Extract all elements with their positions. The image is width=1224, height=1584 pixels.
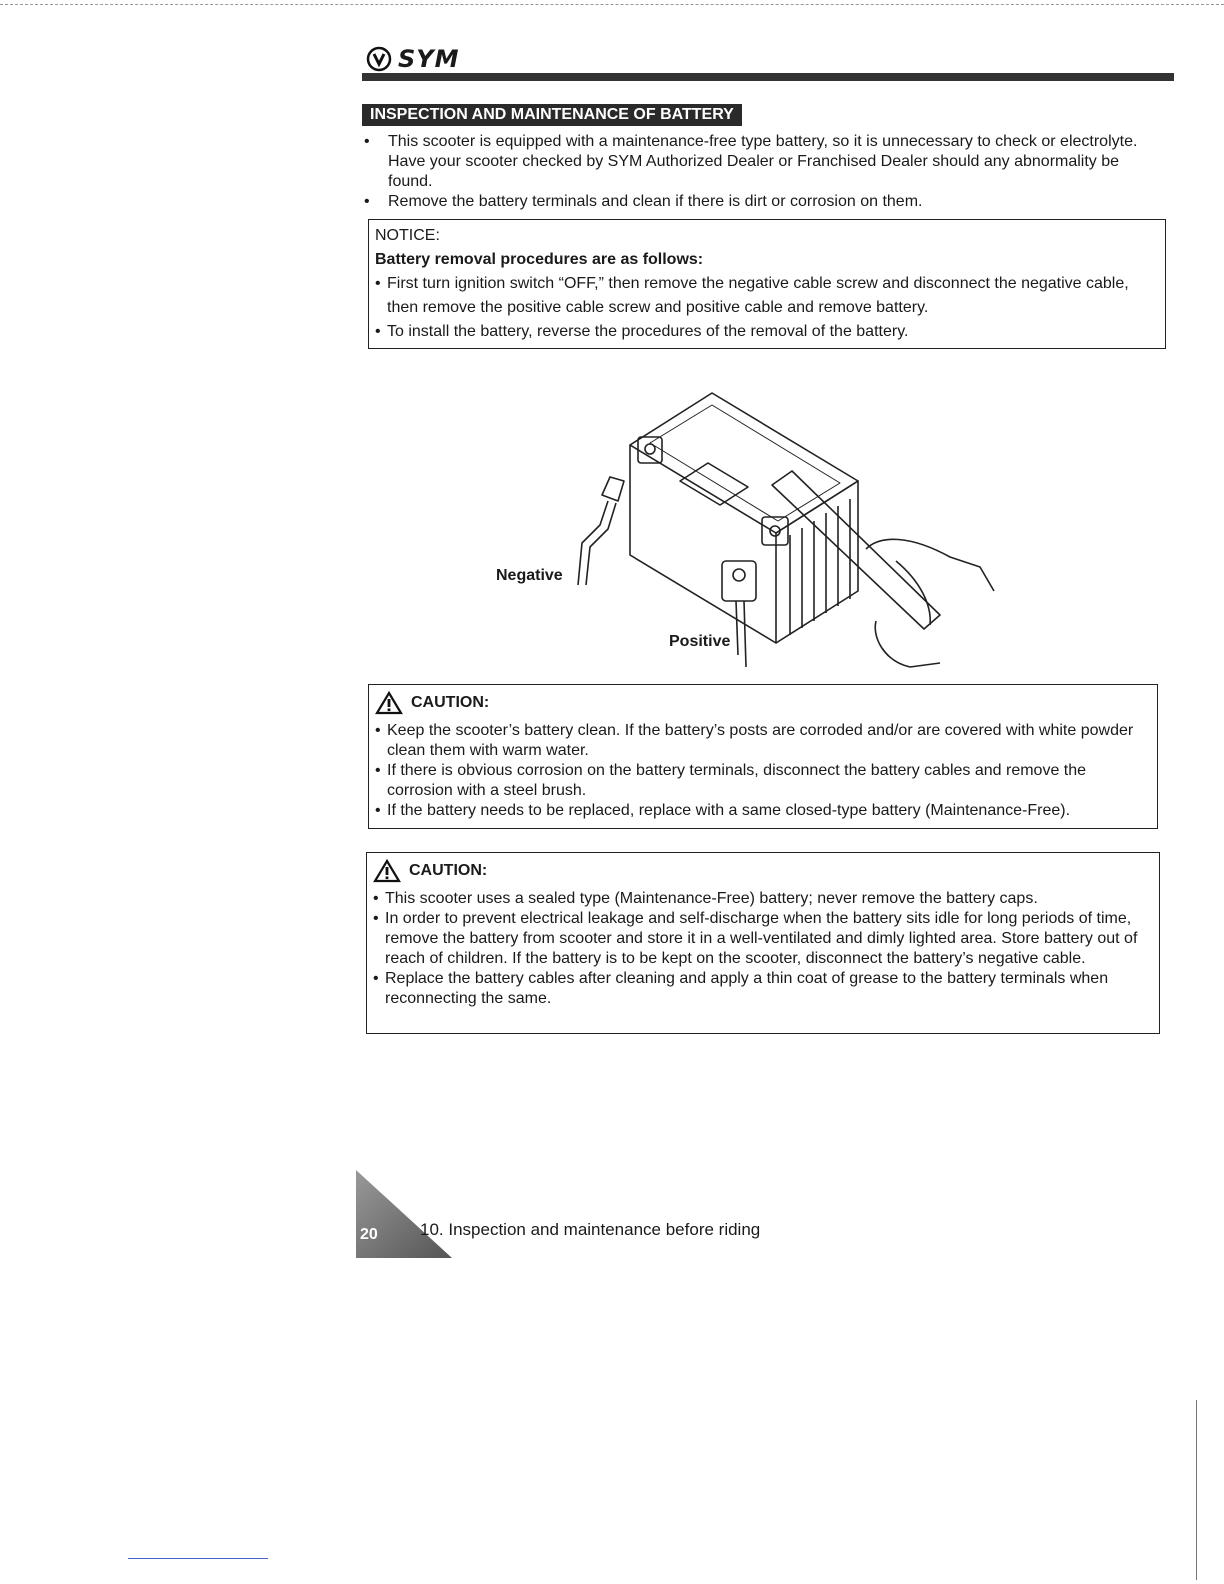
notice-item-text: To install the battery, reverse the procedures of the removal of the battery. (387, 323, 909, 340)
bullet-icon: • (373, 910, 379, 927)
caution-item-text: If the battery needs to be replaced, replace with a same closed-type battery (Maintenance-Free). (387, 802, 1071, 819)
notice-item (375, 272, 1159, 320)
section-title: INSPECTION AND MAINTENANCE OF BATTERY (362, 104, 742, 126)
bullet-icon: • (375, 275, 381, 292)
caution-item-text: Replace the battery cables after cleaning and apply a thin coat of grease to the battery terminals when reconnecting the same. (385, 970, 1109, 1007)
header-rule (362, 73, 1174, 81)
caution-item-text: In order to prevent electrical leakage and self-discharge when the battery sits idle for long periods of time, remove the battery from scooter and store it in a well-ventilated and dimly lighted area. Store battery out of reach of children. If the battery is to be kept on the scooter, disconnect the battery’s negative cable. (385, 910, 1138, 967)
notice-item (375, 320, 1159, 344)
scan-artifact-top (0, 4, 1224, 5)
notice-heading: NOTICE: (375, 227, 440, 244)
bullet-icon: • (364, 133, 370, 150)
intro-bullet (364, 132, 1164, 192)
notice-subheading: Battery removal procedures are as follows: (375, 251, 704, 268)
caution-item (375, 801, 1151, 821)
caution-header (375, 691, 1151, 715)
caution-item-text: If there is obvious corrosion on the battery terminals, disconnect the battery cables and remove the corrosion with a steel brush. (387, 762, 1087, 799)
negative-label: Negative (496, 567, 563, 584)
caution-item (373, 969, 1153, 1009)
scan-artifact-bottom (128, 1558, 268, 1559)
page-tab-wedge (354, 1168, 454, 1260)
caution-item-text: Keep the scooter’s battery clean. If the battery’s posts are corroded and/or are covered with white powder clean them with warm water. (387, 722, 1134, 759)
bullet-icon: • (375, 762, 381, 779)
caution-item (373, 909, 1153, 969)
sym-emblem-icon (366, 46, 392, 72)
caution-box (366, 852, 1160, 1034)
brand-name: SYM (398, 45, 460, 73)
positive-label: Positive (669, 633, 731, 650)
caution-item (375, 761, 1151, 801)
page-tab (354, 1168, 454, 1260)
intro-bullet (364, 192, 1164, 212)
bullet-icon: • (375, 323, 381, 340)
intro-bullet-text: This scooter is equipped with a maintenance-free type battery, so it is unnecessary to check or electrolyte. Have your scooter checked by SYM Authorized Dealer or Franchised Dealer should any abnormality be found. (388, 133, 1138, 190)
bullet-icon: • (373, 970, 379, 987)
bullet-icon: • (375, 722, 381, 739)
caution-heading: CAUTION: (409, 862, 488, 879)
caution-item (375, 721, 1151, 761)
intro-bullets (364, 132, 1164, 212)
bullet-icon: • (375, 802, 381, 819)
bullet-icon: • (364, 193, 370, 210)
caution-item (373, 889, 1153, 909)
brand-logo (366, 44, 460, 74)
chapter-title: 10. Inspection and maintenance before riding (420, 1220, 761, 1239)
notice-item-text: First turn ignition switch “OFF,” then remove the negative cable screw and disconnect the negative cable, then remove the positive cable screw and positive cable and remove battery. (387, 275, 1129, 316)
caution-heading: CAUTION: (411, 694, 490, 711)
battery-drawing (480, 385, 1000, 680)
page-number: 20 (360, 1226, 378, 1243)
battery-illustration (480, 385, 1000, 680)
caution-header (373, 859, 1153, 883)
notice-box (368, 219, 1166, 349)
caution-item-text: This scooter uses a sealed type (Maintenance-Free) battery; never remove the battery caps. (385, 890, 1038, 907)
scan-artifact-right (1196, 1400, 1197, 1580)
intro-bullet-text: Remove the battery terminals and clean if there is dirt or corrosion on them. (388, 193, 923, 210)
caution-box (368, 684, 1158, 829)
bullet-icon: • (373, 890, 379, 907)
warning-triangle-icon (373, 859, 401, 883)
warning-triangle-icon (375, 691, 403, 715)
